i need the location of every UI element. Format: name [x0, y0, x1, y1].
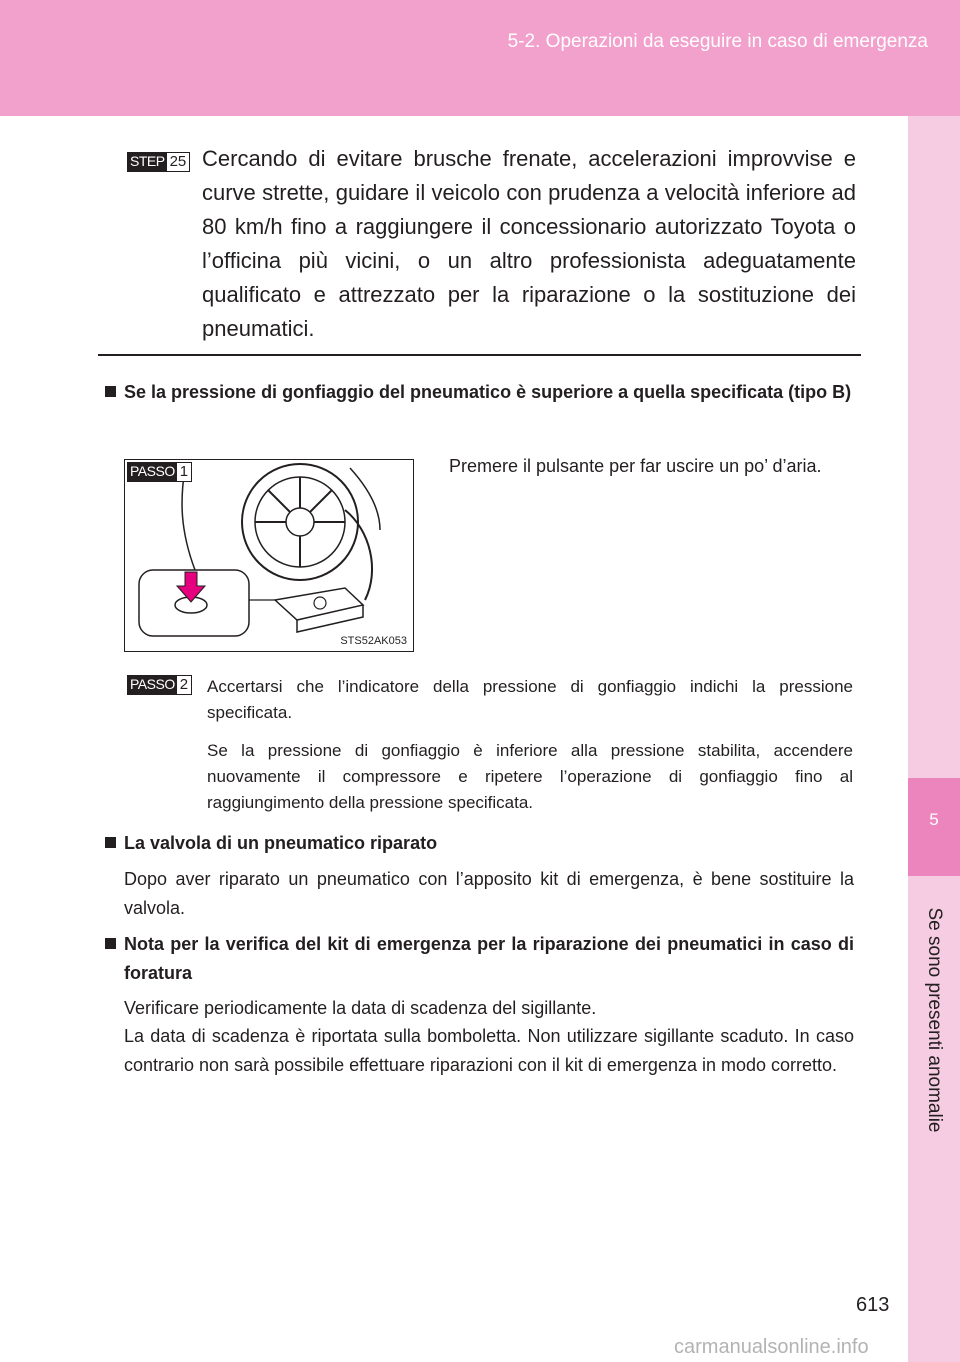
- passo-badge-label: PASSO: [130, 676, 175, 692]
- passo-2-badge: [127, 675, 192, 695]
- watermark: carmanualsonline.info: [674, 1336, 869, 1358]
- page-number: 613: [856, 1294, 890, 1316]
- step-25-badge: [127, 152, 190, 172]
- passo-1-text: Premere il pulsante per far uscire un po’ d’aria.: [449, 456, 822, 476]
- passo-badge-label: PASSO: [130, 463, 175, 479]
- passo-badge-number: 2: [179, 676, 189, 693]
- chapter-title: Se sono presenti anomalie: [924, 907, 945, 1133]
- section-b-heading: Se la pressione di gonfiaggio del pneumatico è superiore a quella specificata (tipo B): [124, 382, 852, 402]
- chapter-number: 5: [929, 810, 939, 829]
- figure-code: STS52AK053: [340, 635, 407, 647]
- chapter-side-tab: [908, 116, 960, 1362]
- bullet-square-icon: [105, 386, 116, 397]
- section-valve-text: Dopo aver riparato un pneumatico con l’apposito kit di emergenza, è bene sostituire la valvola.: [124, 869, 854, 918]
- step-badge-number: 25: [169, 153, 187, 170]
- page-header: [0, 0, 960, 116]
- section-divider: [98, 354, 861, 356]
- bullet-square-icon: [105, 938, 116, 949]
- section-kit-line2: La data di scadenza è riportata sulla bomboletta. Non utilizzare sigillante scaduto. In caso contrario non sarà possibile effettuare riparazioni con il kit di emergenza in modo corretto.: [124, 1026, 854, 1075]
- section-kit-heading: Nota per la verifica del kit di emergenza per la riparazione dei pneumatici in caso di foratura: [124, 934, 854, 983]
- section-kit-line1: Verificare periodicamente la data di scadenza del sigillante.: [124, 998, 597, 1018]
- section-title: 5-2. Operazioni da eseguire in caso di emergenza: [507, 31, 928, 52]
- passo-2-text: Accertarsi che l’indicatore della pressione di gonfiaggio indichi la pressione specificata.: [207, 677, 853, 722]
- passo-1-badge: [127, 462, 192, 482]
- passo-2-note: Se la pressione di gonfiaggio è inferiore alla pressione stabilita, accendere nuovamente il compressore e ripetere l’operazione di gonfiaggio fino al raggiungimento della pressione specificata.: [207, 741, 853, 812]
- step-badge-label: STEP: [130, 153, 165, 169]
- bullet-square-icon: [105, 837, 116, 848]
- compressor-illustration: [124, 459, 414, 652]
- section-valve-heading: La valvola di un pneumatico riparato: [124, 833, 438, 853]
- step-25-text: Cercando di evitare brusche frenate, accelerazioni improvvise e curve strette, guidare il veicolo con prudenza a velocità inferiore ad 80 km/h fino a raggiungere il concessionario autorizzato Toyota o l’officina più vicini, o un altro professionista adeguatamente qualificato e attrezzato per la riparazione o la sostituzione dei pneumatici.: [202, 146, 856, 341]
- tire-compressor-drawing: [125, 460, 412, 650]
- passo-badge-number: 1: [179, 463, 189, 480]
